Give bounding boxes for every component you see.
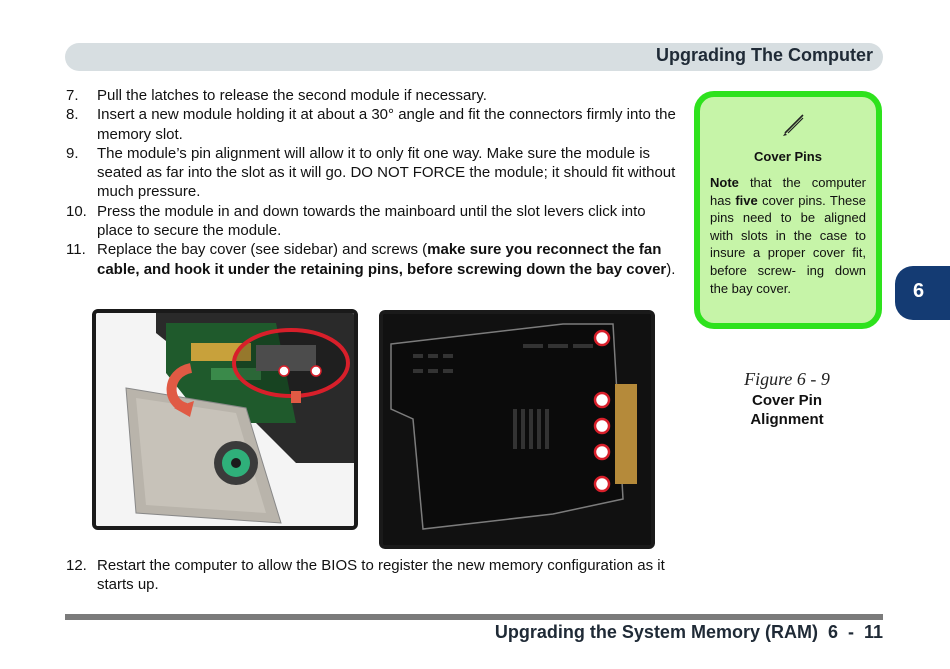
cover-replace-photo xyxy=(92,309,358,530)
step-number: 8. xyxy=(66,106,79,124)
list-item xyxy=(66,202,678,241)
step-text-pre: Replace the bay cover (see sidebar) and screws ( xyxy=(97,241,428,259)
note-label: Note xyxy=(710,175,739,190)
step-text: The module’s pin alignment will allow it to only fit one way. Make sure the module is seated as far into the slot as it will go. DO NOT FORCE the module; it should fit without much pressure. xyxy=(97,144,676,201)
step-text: Insert a new module holding it at about a 30° angle and fit the connectors firmly into the memory slot. xyxy=(97,106,676,143)
footer-title: Upgrading the System Memory (RAM) 6 - 11 xyxy=(494,622,883,642)
note-text-b: cover pins. These pins need to be aligned with slots in the case to insure a proper cover fit, before screw- ing down the bay cover. xyxy=(710,192,867,296)
note-text xyxy=(710,174,866,297)
footer-divider xyxy=(65,614,883,620)
list-item xyxy=(66,86,678,105)
note-title: Cover Pins xyxy=(754,149,822,164)
figure-label: Figure 6 - 9 xyxy=(744,369,830,389)
step-number: 7. xyxy=(66,87,79,104)
sidebar-note xyxy=(694,91,882,329)
cover-replace-illustration xyxy=(96,313,354,526)
step-text-bold: make sure you reconnect the fan cable, and hook it under the retaining pins, before screwing down the bay cover xyxy=(97,241,667,278)
cover-pins-photo xyxy=(379,310,655,549)
cover-pins-illustration xyxy=(383,314,651,545)
step-text: Restart the computer to allow the BIOS to register the new memory configuration as it starts up. xyxy=(97,557,665,594)
header-bar xyxy=(65,43,883,71)
step-number: 10. xyxy=(66,202,87,220)
figure-caption xyxy=(693,391,881,429)
chapter-tab xyxy=(895,266,950,320)
list-item xyxy=(66,556,678,595)
step-text: Pull the latches to release the second module if necessary. xyxy=(97,87,487,104)
step-number: 9. xyxy=(66,144,79,162)
page-title: Upgrading The Computer xyxy=(656,45,873,65)
chapter-number: 6 xyxy=(913,280,925,302)
figure-caption-line2: Alignment xyxy=(750,411,824,428)
figure-caption-line1: Cover Pin xyxy=(751,392,823,409)
list-item xyxy=(66,144,678,202)
step-number: 12. xyxy=(66,557,87,574)
list-item xyxy=(66,105,678,144)
list-item xyxy=(66,240,678,279)
step-text xyxy=(97,240,678,279)
step-text: Press the module in and down towards the mainboard until the slot levers click into place to secure the module. xyxy=(97,202,646,240)
steps-list xyxy=(66,86,678,279)
pen-icon xyxy=(781,111,807,137)
note-text-bold: five xyxy=(735,192,758,208)
step-text-post: ). xyxy=(666,260,676,278)
note-text-a: that the computer has xyxy=(710,175,866,208)
step-number: 11. xyxy=(66,241,86,259)
